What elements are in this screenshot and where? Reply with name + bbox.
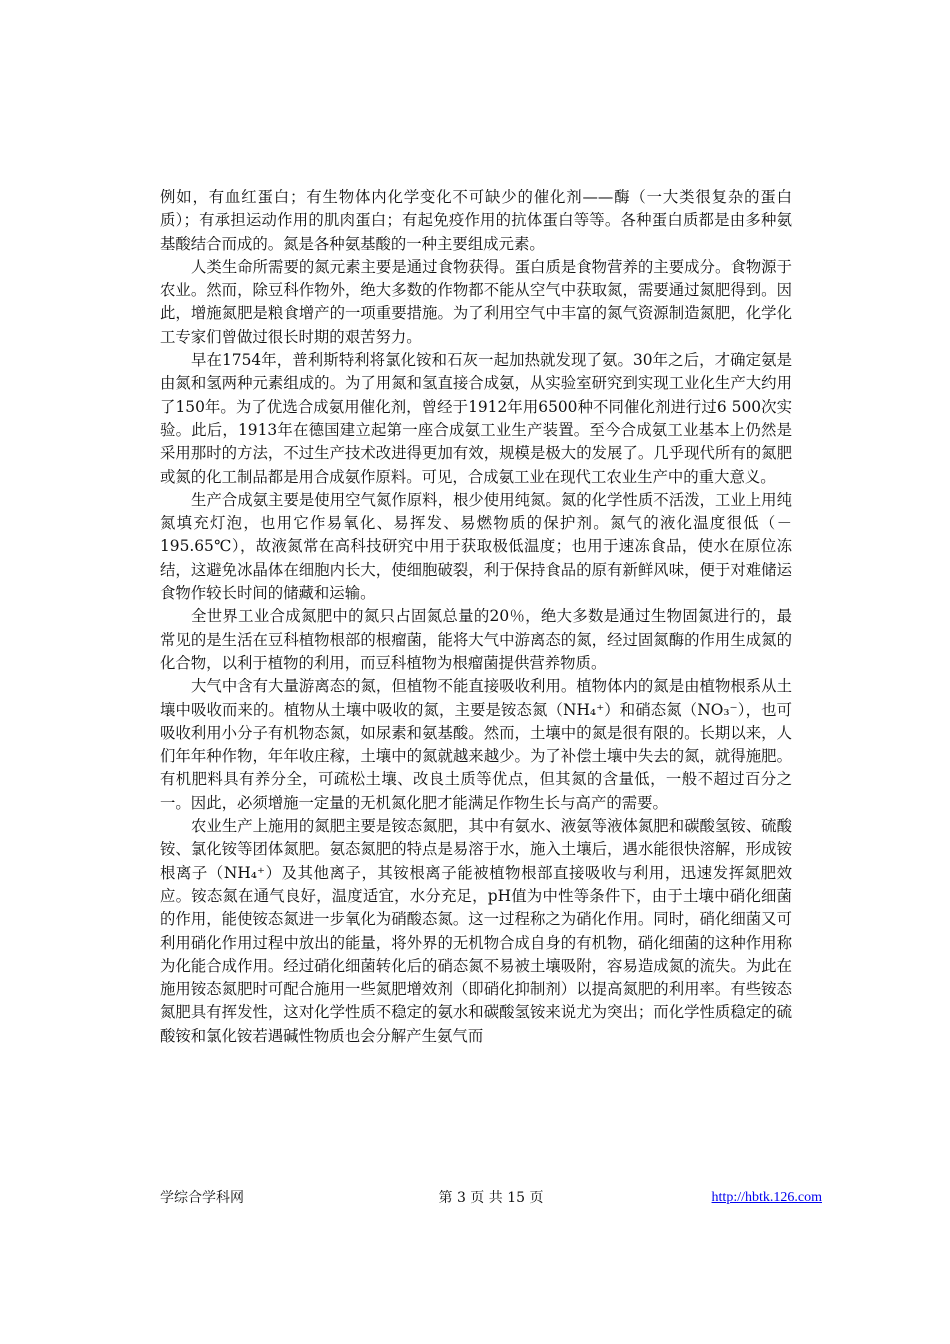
paragraph: 例如，有血红蛋白；有生物体内化学变化不可缺少的催化剂——酶（一大类很复杂的蛋白质）；有承担运动作用的肌肉蛋白；有起免疫作用的抗体蛋白等等。各种蛋白质都是由多种氨基酸结合而成的。氮是各种氨基酸的一种主要组成元素。 xyxy=(160,188,792,253)
page-number: 第 3 页 共 15 页 xyxy=(438,1190,544,1206)
page-footer xyxy=(160,1187,822,1209)
paragraph: 大气中含有大量游离态的氮，但植物不能直接吸收利用。植物体内的氮是由植物根系从土壤中吸收而来的。植物从土壤中吸收的氮，主要是铵态氮（NH₄⁺）和硝态氮（NO₃⁻），也可吸收利用小分子有机物态氮，如尿素和氨基酸。然而，土壤中的氮是很有限的。长期以来，人们年年种作物，年年收庄稼，土壤中的氮就越来越少。为了补偿土壤中失去的氮，就得施肥。有机肥料具有养分全，可疏松土壤、改良土质等优点，但其氮的含量低，一般不超过百分之一。因此，必须增施一定量的无机氮化肥才能满足作物生长与高产的需要。 xyxy=(160,677,792,812)
footer-site-link[interactable]: http://hbtk.126.com xyxy=(711,1190,822,1205)
footer-site-name: 学综合学科网 xyxy=(160,1190,244,1206)
paragraph: 早在1754年，普利斯特利将氯化铵和石灰一起加热就发现了氨。30年之后，才确定氨是由氮和氢两种元素组成的。为了用氮和氢直接合成氨，从实验室研究到实现工业化生产大约用了150年。为了优选合成氨用催化剂，曾经于1912年用6500种不同催化剂进行过6 500次实验。此后，1913年在德国建立起第一座合成氨工业生产装置。至今合成氨工业基本上仍然是采用那时的方法，不过生产技术改进得更加有效，规模是极大的发展了。几乎现代所有的氮肥或氮的化工制品都是用合成氨作原料。可见，合成氨工业在现代工农业生产中的重大意义。 xyxy=(160,351,792,486)
paragraph: 全世界工业合成氮肥中的氮只占固氮总量的20％，绝大多数是通过生物固氮进行的，最常见的是生活在豆科植物根部的根瘤菌，能将大气中游离态的氮，经过固氮酶的作用生成氮的化合物，以利于植物的利用，而豆科植物为根瘤菌提供营养物质。 xyxy=(160,607,792,672)
paragraph: 生产合成氨主要是使用空气氮作原料，根少使用纯氮。氮的化学性质不活泼，工业上用纯氮填充灯泡，也用它作易氧化、易挥发、易燃物质的保护剂。氮气的液化温度很低（－195.65℃），故液氮常在高科技研究中用于获取极低温度；也用于速冻食品，使水在原位冻结，这避免冰晶体在细胞内长大，使细胞破裂，利于保持食品的原有新鲜风味，便于对难储运食物作较长时间的储藏和运输。 xyxy=(160,490,792,603)
paragraph: 人类生命所需要的氮元素主要是通过食物获得。蛋白质是食物营养的主要成分。食物源于农业。然而，除豆科作物外，绝大多数的作物都不能从空气中获取氮，需要通过氮肥得到。因此，增施氮肥是粮食增产的一项重要措施。为了利用空气中丰富的氮气资源制造氮肥，化学化工专家们曾做过很长时期的艰苦努力。 xyxy=(160,257,792,346)
paragraph: 农业生产上施用的氮肥主要是铵态氮肥，其中有氨水、液氨等液体氮肥和碳酸氢铵、硫酸铵、氯化铵等团体氮肥。氨态氮肥的特点是易溶于水，施入土壤后，遇水能很快溶解，形成铵根离子（NH₄⁺）及其他离子，其铵根离子能被植物根部直接吸收与利用，迅速发挥氮肥效应。铵态氮在通气良好，温度适宜，水分充足，pH值为中性等条件下，由于土壤中硝化细菌的作用，能使铵态氮进一步氧化为硝酸态氮。这一过程称之为硝化作用。同时，硝化细菌又可利用硝化作用过程中放出的能量，将外界的无机物合成自身的有机物，硝化细菌的这种作用称为化能合成作用。经过硝化细菌转化后的硝态氮不易被土壤吸附，容易造成氮的流失。为此在施用铵态氮肥时可配合施用一些氮肥增效剂（即硝化抑制剂）以提高氮肥的利用率。有些铵态氮肥具有挥发性，这对化学性质不稳定的氨水和碳酸氢铵来说尤为突出；而化学性质稳定的硫酸铵和氯化铵若遇碱性物质也会分解产生氨气而 xyxy=(160,817,792,1045)
document-body xyxy=(160,186,792,1048)
